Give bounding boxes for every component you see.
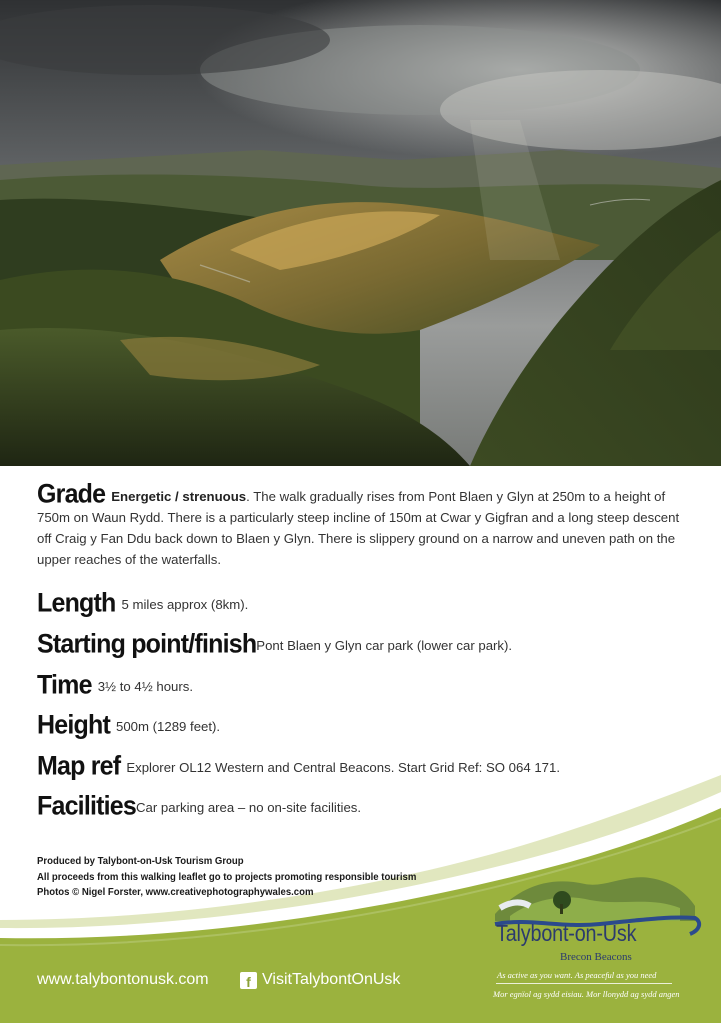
- credits-proceeds: All proceeds from this walking leaflet go to projects promoting responsible tourism: [37, 871, 417, 883]
- starting-point-value: Pont Blaen y Glyn car park (lower car park).: [256, 638, 513, 653]
- grade-section: [37, 478, 687, 570]
- facebook-link[interactable]: [240, 971, 400, 989]
- starting-point-section: [37, 630, 512, 659]
- map-ref-heading: Map ref: [37, 750, 121, 782]
- facilities-heading: Facilities: [37, 790, 136, 822]
- grade-heading: Grade: [37, 478, 106, 510]
- facilities-value: Car parking area – no on-site facilities.: [136, 800, 362, 815]
- time-heading: Time: [37, 669, 92, 701]
- grade-description: . The walk gradually rises from Pont Blaen y Glyn at 250m to a height of 750m on Waun Rydd. There is a particularly steep incline of 150m at Cwar y Gigfran and a long steep descent off Craig y Fan Ddu back down to Blaen y Glyn. There is slippery ground on a narrow and uneven path on the upper reaches of the waterfalls.: [37, 489, 680, 567]
- walk-details: [37, 478, 687, 570]
- tagline-divider: [496, 983, 672, 984]
- height-heading: Height: [37, 709, 110, 741]
- landscape-illustration: [0, 0, 721, 466]
- credits-block: [37, 854, 416, 901]
- logo-title: Talybont-on-Usk: [496, 920, 637, 946]
- map-ref-value: Explorer OL12 Western and Central Beacons. Start Grid Ref: SO 064 171.: [126, 760, 561, 775]
- height-section: [37, 711, 220, 740]
- length-section: [37, 589, 248, 618]
- logo-tagline-english: As active as you want. As peaceful as you need: [497, 970, 657, 980]
- time-value: 3½ to 4½ hours.: [97, 679, 194, 694]
- credits-photos: Photos © Nigel Forster, www.creativephotographywales.com: [37, 887, 314, 898]
- logo-tagline-welsh: Mor egnïol ag sydd eisiau. Mor llonydd ag sydd angen: [493, 989, 680, 999]
- credits-producer: Produced by Talybont-on-Usk Tourism Group: [37, 856, 244, 867]
- grade-level: Energetic / strenuous: [111, 489, 247, 504]
- facebook-icon: f: [240, 972, 257, 989]
- length-heading: Length: [37, 587, 116, 619]
- length-value: 5 miles approx (8km).: [121, 597, 249, 612]
- facebook-handle: VisitTalybontOnUsk: [262, 971, 401, 988]
- logo-subtitle: Brecon Beacons: [560, 951, 632, 963]
- time-section: [37, 671, 193, 700]
- hero-landscape-photo: [0, 0, 721, 466]
- website-link[interactable]: www.talybontonusk.com: [37, 971, 209, 988]
- height-value: 500m (1289 feet).: [115, 719, 221, 734]
- starting-point-heading: Starting point/finish: [37, 628, 257, 660]
